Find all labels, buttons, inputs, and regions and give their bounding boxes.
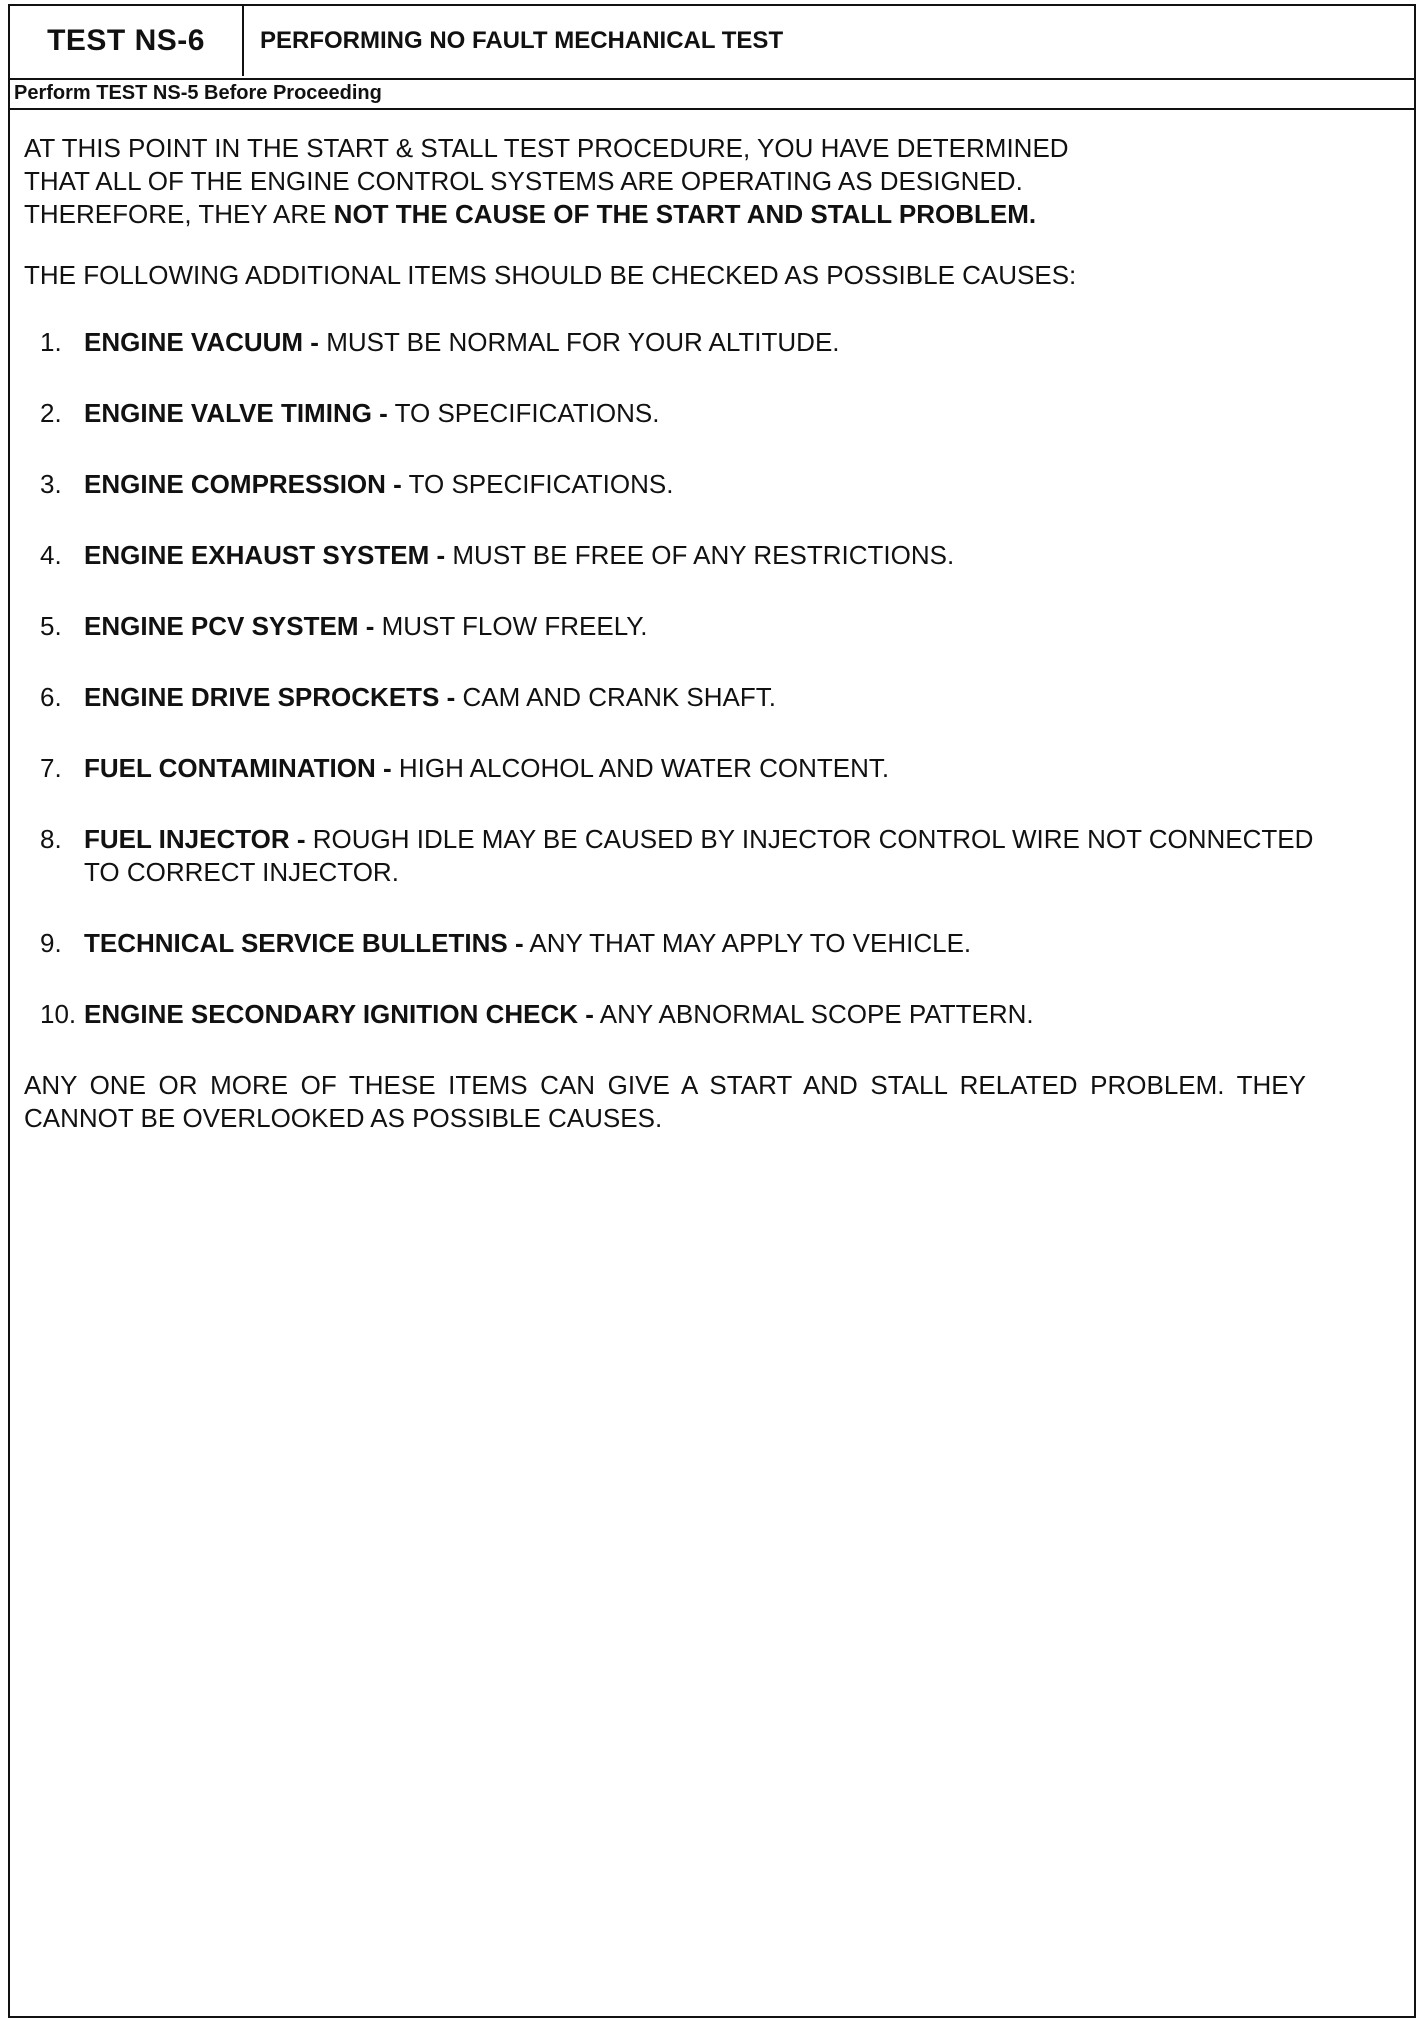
item-heading: ENGINE PCV SYSTEM - <box>84 611 375 641</box>
header-row <box>10 6 1414 80</box>
intro-paragraph <box>24 132 1324 231</box>
intro-line-1: AT THIS POINT IN THE START & STALL TEST PROCEDURE, YOU HAVE DETERMINED <box>24 133 1069 163</box>
item-text <box>84 752 1324 785</box>
item-number: 4. <box>40 540 62 570</box>
item-text <box>84 397 1324 430</box>
item-number: 3. <box>40 469 62 499</box>
list-item <box>24 397 1324 430</box>
item-heading: ENGINE VALVE TIMING - <box>84 398 388 428</box>
item-number: 9. <box>40 928 62 958</box>
list-item <box>24 998 1324 1031</box>
list-item <box>24 927 1324 960</box>
item-description: TO SPECIFICATIONS. <box>387 398 660 428</box>
list-item <box>24 610 1324 643</box>
item-heading: FUEL INJECTOR - <box>84 824 306 854</box>
item-description: MUST FLOW FREELY. <box>374 611 648 641</box>
possible-causes-list <box>24 326 1324 1031</box>
intro-line-3: THEREFORE, THEY ARE <box>24 199 334 229</box>
item-number: 8. <box>40 824 62 854</box>
item-description: ANY ABNORMAL SCOPE PATTERN. <box>593 999 1034 1029</box>
closing-paragraph: ANY ONE OR MORE OF THESE ITEMS CAN GIVE A START AND STALL RELATED PROBLEM. THEY CANNOT BE OVERLOOKED AS POSSIBLE CAUSES. <box>24 1070 1306 1133</box>
document-frame <box>8 4 1416 2018</box>
item-text <box>84 927 1324 960</box>
item-heading: ENGINE SECONDARY IGNITION CHECK - <box>84 999 594 1029</box>
list-item <box>24 823 1324 889</box>
intro-emphasis: NOT THE CAUSE OF THE START AND STALL PROBLEM. <box>333 199 1037 229</box>
item-text <box>84 326 1324 359</box>
item-description: ROUGH IDLE MAY BE CAUSED BY INJECTOR CONTROL WIRE NOT CONNECTED TO CORRECT INJECTOR. <box>84 824 1314 887</box>
item-text <box>84 539 1324 572</box>
item-number: 5. <box>40 611 62 641</box>
list-item <box>24 326 1324 359</box>
item-description: MUST BE FREE OF ANY RESTRICTIONS. <box>445 540 955 570</box>
item-heading: ENGINE EXHAUST SYSTEM - <box>84 540 446 570</box>
test-id: TEST NS-6 <box>10 6 244 76</box>
item-description: HIGH ALCOHOL AND WATER CONTENT. <box>391 753 890 783</box>
list-intro: THE FOLLOWING ADDITIONAL ITEMS SHOULD BE CHECKED AS POSSIBLE CAUSES: <box>24 260 1077 290</box>
list-item <box>24 468 1324 501</box>
item-text <box>84 998 1324 1031</box>
item-text <box>84 610 1324 643</box>
item-number: 7. <box>40 753 62 783</box>
test-title: PERFORMING NO FAULT MECHANICAL TEST <box>260 27 784 54</box>
prerequisite-note: Perform TEST NS-5 Before Proceeding <box>10 78 1414 110</box>
item-text <box>84 468 1324 501</box>
item-number: 6. <box>40 682 62 712</box>
document-body <box>24 132 1324 1135</box>
intro-line-2: THAT ALL OF THE ENGINE CONTROL SYSTEMS ARE OPERATING AS DESIGNED. <box>24 166 1023 196</box>
item-heading: ENGINE COMPRESSION - <box>84 469 402 499</box>
item-number: 2. <box>40 398 62 428</box>
item-description: CAM AND CRANK SHAFT. <box>455 682 776 712</box>
item-description: MUST BE NORMAL FOR YOUR ALTITUDE. <box>318 327 840 357</box>
item-description: ANY THAT MAY APPLY TO VEHICLE. <box>523 928 972 958</box>
item-heading: ENGINE DRIVE SPROCKETS - <box>84 682 456 712</box>
item-text <box>84 681 1324 714</box>
item-heading: FUEL CONTAMINATION - <box>84 753 392 783</box>
list-item <box>24 752 1324 785</box>
item-heading: ENGINE VACUUM - <box>84 327 319 357</box>
item-heading: TECHNICAL SERVICE BULLETINS - <box>84 928 524 958</box>
item-number: 1. <box>40 327 62 357</box>
item-text <box>84 823 1324 889</box>
list-item <box>24 539 1324 572</box>
list-item <box>24 681 1324 714</box>
item-number: 10. <box>40 999 77 1029</box>
item-description: TO SPECIFICATIONS. <box>401 469 674 499</box>
